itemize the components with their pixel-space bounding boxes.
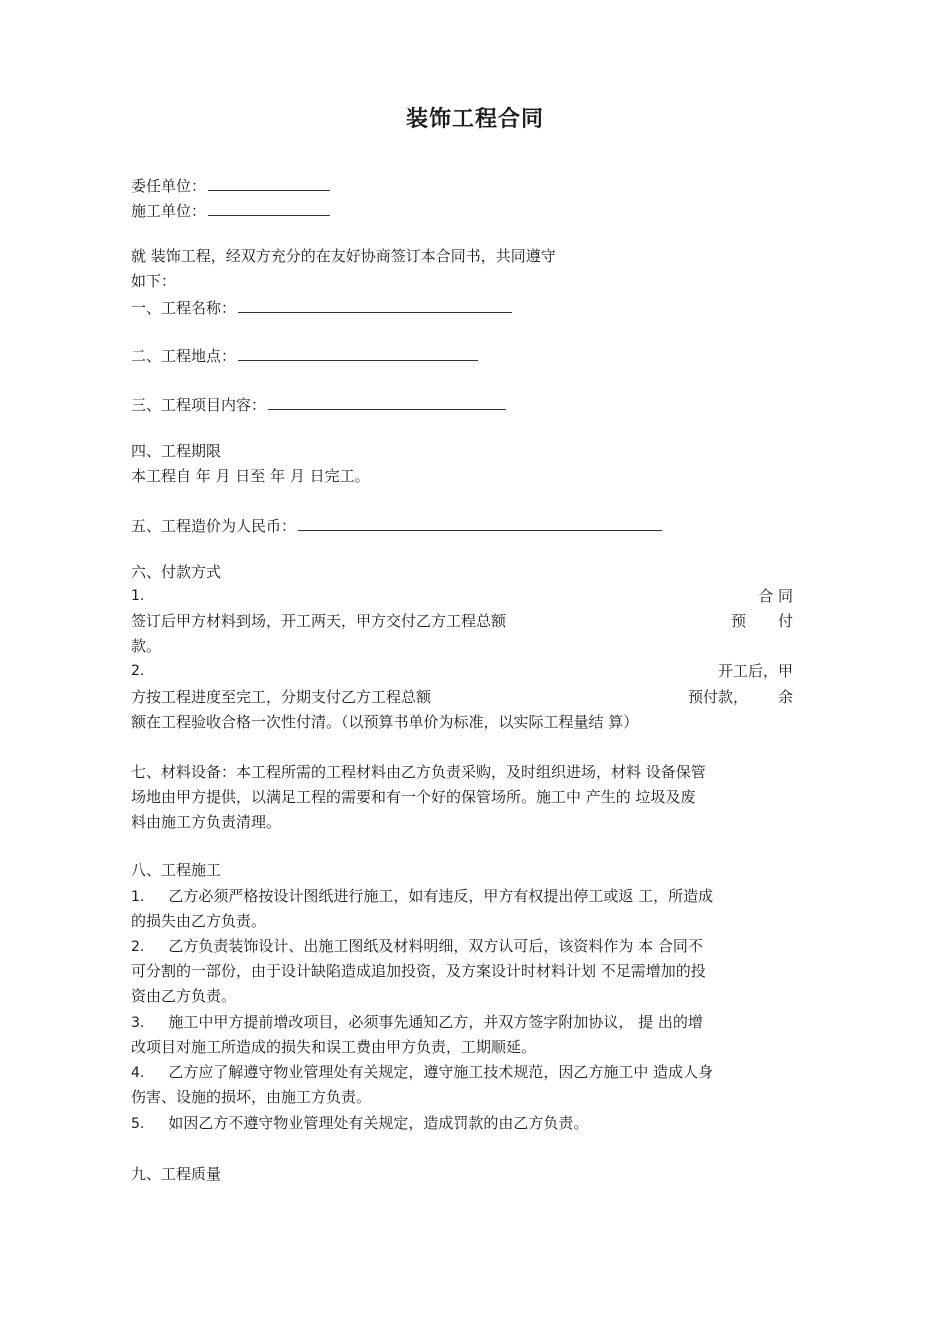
construction-item-2-line-1 — [131, 936, 703, 957]
construction-item-2-line-2: 可分割的一部份，由于设计缺陷造成追加投资，及方案设计时材料计划 不足需增加的投 — [131, 962, 706, 980]
section-5-line — [131, 514, 662, 536]
construction-item-3-line-2: 改项目对施工所造成的损失和误工费由甲方负责，工期顺延。 — [131, 1038, 537, 1056]
construction-item-3-number: 3. — [131, 1015, 145, 1031]
section-1-line — [131, 296, 512, 318]
project-name-label: 一、工程名称： — [131, 299, 237, 317]
payment-2-number: 2. — [131, 663, 145, 679]
intro-line-1: 就 装饰工程，经双方充分的在友好协商签订本合同书，共同遵守 — [131, 247, 556, 265]
construction-item-4-line-1 — [131, 1062, 713, 1083]
construction-item-1-number: 1. — [131, 889, 145, 905]
construction-item-1-line-2: 的损失由乙方负责。 — [131, 912, 267, 930]
project-location-blank — [238, 344, 478, 361]
payment-1-text-left: 签订后甲方材料到场，开工两天，甲方交付乙方工程总额 — [131, 612, 507, 630]
client-blank — [208, 174, 330, 191]
section-4-body: 本工程自 年 月 日至 年 月 日完工。 — [131, 467, 370, 485]
section-7-line-3: 料由施工方负责清理。 — [131, 813, 282, 831]
section-3-line — [131, 393, 506, 415]
section-9-title: 九、工程质量 — [131, 1165, 222, 1183]
payment-1-line-3: 款。 — [131, 637, 162, 655]
section-4-title: 四、工程期限 — [131, 442, 222, 460]
client-line — [131, 174, 330, 196]
construction-item-5-number: 5. — [131, 1116, 145, 1132]
payment-2-text-mid: 预付款， — [687, 688, 748, 706]
construction-item-1-line-1 — [131, 886, 713, 907]
payment-2-line-3: 额在工程验收合格一次性付清。（以预算书单价为标准，以实际工程量结 算） — [131, 713, 639, 731]
construction-item-2-text: 乙方负责装饰设计、出施工图纸及材料明细，双方认可后，该资料作为 本 合同不 — [168, 937, 703, 955]
payment-2-text-left: 方按工程进度至完工，分期支付乙方工程总额 — [131, 688, 432, 706]
intro-line-2: 如下： — [131, 272, 177, 290]
payment-2-text-right: 余 — [777, 688, 793, 706]
payment-1-text-right: 付 — [777, 612, 793, 630]
construction-item-5-text: 如因乙方不遵守物业管理处有关规定，造成罚款的由乙方负责。 — [168, 1114, 589, 1132]
construction-item-1-text: 乙方必须严格按设计图纸进行施工，如有违反，甲方有权提出停工或返 工，所造成 — [168, 887, 714, 905]
contractor-label: 施工单位： — [131, 202, 207, 220]
construction-item-5-line-1 — [131, 1113, 588, 1134]
project-cost-blank — [298, 514, 662, 531]
construction-item-2-line-3: 资由乙方负责。 — [131, 987, 237, 1005]
construction-item-4-number: 4. — [131, 1065, 145, 1081]
document-title: 装饰工程合同 — [405, 107, 544, 132]
payment-1-line-1 — [131, 586, 793, 606]
section-7-line-2: 场地由甲方提供，以满足工程的需要和有一个好的保管场所。施工中 产生的 垃圾及废 — [131, 788, 696, 806]
payment-2-line-2 — [131, 687, 793, 707]
section-7-line-1: 七、材料设备：本工程所需的工程材料由乙方负责采购，及时组织进场，材料 设备保管 — [131, 763, 706, 781]
client-label: 委任单位： — [131, 177, 207, 195]
contractor-blank — [208, 199, 330, 216]
project-content-label: 三、工程项目内容： — [131, 396, 267, 414]
section-8-title: 八、工程施工 — [131, 861, 222, 879]
payment-1-text-mid: 预 — [730, 612, 746, 630]
construction-item-3-text: 施工中甲方提前增改项目，必须事先通知乙方，并双方签字附加协议， 提 出的增 — [168, 1013, 703, 1031]
payment-1-line-2 — [131, 611, 793, 631]
payment-1-number: 1. — [131, 588, 145, 604]
payment-2-line-1 — [131, 661, 793, 681]
construction-item-2-number: 2. — [131, 939, 145, 955]
section-6-title: 六、付款方式 — [131, 563, 222, 581]
section-2-line — [131, 344, 478, 366]
contractor-line — [131, 199, 330, 221]
payment-1-right-text: 合 同 — [758, 587, 793, 605]
construction-item-3-line-1 — [131, 1012, 703, 1033]
construction-item-4-line-2: 伤害、设施的损坏，由施工方负责。 — [131, 1088, 372, 1106]
project-content-blank — [268, 393, 506, 410]
project-location-label: 二、工程地点： — [131, 347, 237, 365]
construction-item-4-text: 乙方应了解遵守物业管理处有关规定，遵守施工技术规范，因乙方施工中 造成人身 — [168, 1063, 714, 1081]
project-cost-label: 五、工程造价为人民币： — [131, 517, 297, 535]
payment-2-right-text: 开工后，甲 — [717, 662, 793, 680]
project-name-blank — [238, 296, 512, 313]
